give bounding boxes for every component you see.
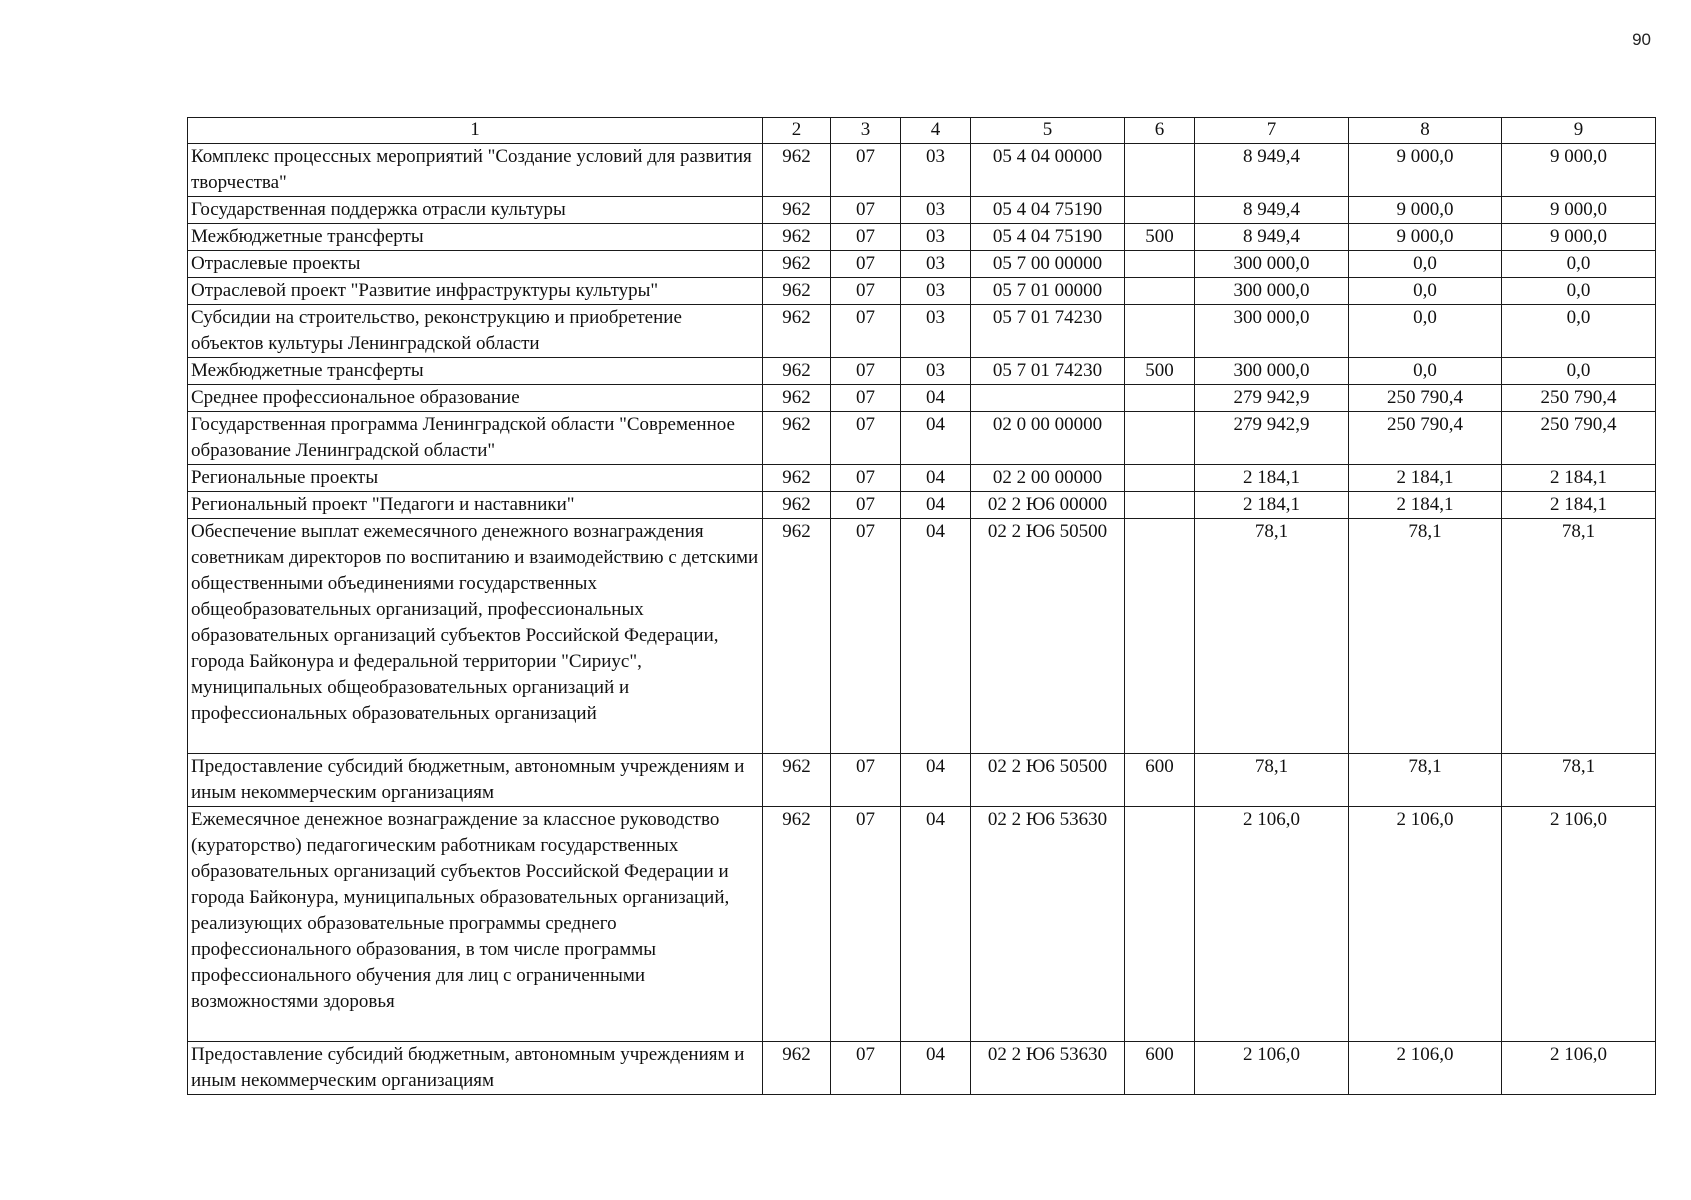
cell-col3: 07	[831, 385, 901, 412]
cell-col8: 78,1	[1349, 519, 1502, 754]
cell-col6	[1125, 144, 1195, 197]
cell-col8: 2 106,0	[1349, 807, 1502, 1042]
cell-col2: 962	[763, 754, 831, 807]
cell-col3: 07	[831, 754, 901, 807]
cell-col2: 962	[763, 465, 831, 492]
cell-col9: 2 106,0	[1502, 807, 1656, 1042]
column-header: 3	[831, 118, 901, 144]
cell-col9: 2 184,1	[1502, 465, 1656, 492]
table-row	[188, 465, 1656, 492]
cell-col3: 07	[831, 492, 901, 519]
table-row	[188, 519, 1656, 754]
cell-col7: 8 949,4	[1195, 144, 1349, 197]
cell-col9: 2 106,0	[1502, 1042, 1656, 1095]
column-header: 5	[971, 118, 1125, 144]
cell-col7: 300 000,0	[1195, 305, 1349, 358]
cell-col4: 03	[901, 144, 971, 197]
column-header: 2	[763, 118, 831, 144]
row-name: Предоставление субсидий бюджетным, автономным учреждениям и иным некоммерческим организациям	[188, 1042, 763, 1095]
cell-col7: 300 000,0	[1195, 251, 1349, 278]
cell-col4: 03	[901, 224, 971, 251]
cell-col6	[1125, 465, 1195, 492]
cell-col3: 07	[831, 358, 901, 385]
row-name: Субсидии на строительство, реконструкцию и приобретение объектов культуры Ленинградской области	[188, 305, 763, 358]
cell-col6	[1125, 412, 1195, 465]
cell-col3: 07	[831, 519, 901, 754]
row-name: Ежемесячное денежное вознаграждение за классное руководство (кураторство) педагогическим работникам государственных образовательных организаций субъектов Российской Федерации и города Байконура, муниципальных образовательных организаций, реализующих образовательные программы среднего профессионального образования, в том числе программы профессионального обучения для лиц с ограниченными возможностями здоровья	[188, 807, 763, 1042]
row-name: Среднее профессиональное образование	[188, 385, 763, 412]
row-name: Государственная программа Ленинградской области "Современное образование Ленинградской области"	[188, 412, 763, 465]
column-header: 1	[188, 118, 763, 144]
cell-col3: 07	[831, 807, 901, 1042]
cell-col4: 03	[901, 251, 971, 278]
cell-col3: 07	[831, 144, 901, 197]
table-row	[188, 385, 1656, 412]
cell-col8: 9 000,0	[1349, 224, 1502, 251]
cell-col2: 962	[763, 385, 831, 412]
cell-col6	[1125, 807, 1195, 1042]
cell-col8: 0,0	[1349, 278, 1502, 305]
cell-col5: 05 7 00 00000	[971, 251, 1125, 278]
cell-col5: 02 2 00 00000	[971, 465, 1125, 492]
cell-col6: 500	[1125, 224, 1195, 251]
cell-col3: 07	[831, 197, 901, 224]
cell-col5: 02 0 00 00000	[971, 412, 1125, 465]
cell-col9: 250 790,4	[1502, 412, 1656, 465]
cell-col6	[1125, 492, 1195, 519]
table-row	[188, 305, 1656, 358]
table-row	[188, 251, 1656, 278]
cell-col7: 2 184,1	[1195, 465, 1349, 492]
cell-col9: 9 000,0	[1502, 144, 1656, 197]
cell-col6	[1125, 251, 1195, 278]
cell-col6: 600	[1125, 754, 1195, 807]
cell-col5: 05 4 04 75190	[971, 224, 1125, 251]
cell-col2: 962	[763, 519, 831, 754]
row-name: Межбюджетные трансферты	[188, 358, 763, 385]
cell-col9: 78,1	[1502, 754, 1656, 807]
cell-col8: 2 106,0	[1349, 1042, 1502, 1095]
cell-col2: 962	[763, 1042, 831, 1095]
cell-col7: 8 949,4	[1195, 224, 1349, 251]
cell-col4: 03	[901, 305, 971, 358]
cell-col8: 2 184,1	[1349, 492, 1502, 519]
table-row	[188, 412, 1656, 465]
cell-col2: 962	[763, 412, 831, 465]
cell-col3: 07	[831, 278, 901, 305]
page-number: 90	[1632, 30, 1651, 49]
cell-col8: 0,0	[1349, 305, 1502, 358]
cell-col7: 300 000,0	[1195, 358, 1349, 385]
cell-col3: 07	[831, 305, 901, 358]
cell-col2: 962	[763, 144, 831, 197]
row-name: Отраслевые проекты	[188, 251, 763, 278]
cell-col3: 07	[831, 465, 901, 492]
table-row	[188, 754, 1656, 807]
cell-col7: 78,1	[1195, 754, 1349, 807]
table-row	[188, 144, 1656, 197]
cell-col7: 2 106,0	[1195, 1042, 1349, 1095]
column-header: 9	[1502, 118, 1656, 144]
cell-col4: 04	[901, 519, 971, 754]
cell-col4: 04	[901, 1042, 971, 1095]
cell-col8: 0,0	[1349, 358, 1502, 385]
cell-col4: 04	[901, 412, 971, 465]
cell-col8: 250 790,4	[1349, 385, 1502, 412]
column-header: 6	[1125, 118, 1195, 144]
table-row	[188, 358, 1656, 385]
cell-col4: 03	[901, 197, 971, 224]
cell-col4: 04	[901, 492, 971, 519]
table-row	[188, 492, 1656, 519]
cell-col3: 07	[831, 412, 901, 465]
column-header: 4	[901, 118, 971, 144]
cell-col3: 07	[831, 1042, 901, 1095]
column-header: 8	[1349, 118, 1502, 144]
cell-col9: 78,1	[1502, 519, 1656, 754]
cell-col7: 8 949,4	[1195, 197, 1349, 224]
cell-col4: 04	[901, 754, 971, 807]
cell-col8: 250 790,4	[1349, 412, 1502, 465]
cell-col5: 02 2 Ю6 50500	[971, 754, 1125, 807]
cell-col5	[971, 385, 1125, 412]
cell-col9: 9 000,0	[1502, 197, 1656, 224]
cell-col6: 500	[1125, 358, 1195, 385]
cell-col4: 04	[901, 465, 971, 492]
cell-col2: 962	[763, 305, 831, 358]
cell-col9: 0,0	[1502, 358, 1656, 385]
cell-col5: 02 2 Ю6 53630	[971, 807, 1125, 1042]
header-row	[188, 118, 1656, 144]
cell-col4: 04	[901, 385, 971, 412]
cell-col5: 05 7 01 74230	[971, 305, 1125, 358]
row-name: Отраслевой проект "Развитие инфраструктуры культуры"	[188, 278, 763, 305]
cell-col6: 600	[1125, 1042, 1195, 1095]
row-name: Региональные проекты	[188, 465, 763, 492]
column-header: 7	[1195, 118, 1349, 144]
row-name: Обеспечение выплат ежемесячного денежного вознаграждения советникам директоров по воспитанию и взаимодействию с детскими общественными объединениями государственных общеобразовательных организаций, профессиональных образовательных организаций субъектов Российской Федерации, города Байконура и федеральной территории "Сириус", муниципальных общеобразовательных организаций и профессиональных образовательных организаций	[188, 519, 763, 754]
cell-col5: 05 7 01 74230	[971, 358, 1125, 385]
cell-col5: 05 7 01 00000	[971, 278, 1125, 305]
cell-col4: 03	[901, 278, 971, 305]
cell-col2: 962	[763, 807, 831, 1042]
table-row	[188, 1042, 1656, 1095]
row-name: Предоставление субсидий бюджетным, автономным учреждениям и иным некоммерческим организациям	[188, 754, 763, 807]
cell-col7: 300 000,0	[1195, 278, 1349, 305]
cell-col2: 962	[763, 197, 831, 224]
cell-col4: 04	[901, 807, 971, 1042]
cell-col2: 962	[763, 224, 831, 251]
cell-col6	[1125, 197, 1195, 224]
cell-col9: 250 790,4	[1502, 385, 1656, 412]
cell-col2: 962	[763, 278, 831, 305]
table-row	[188, 197, 1656, 224]
cell-col2: 962	[763, 492, 831, 519]
cell-col7: 279 942,9	[1195, 412, 1349, 465]
cell-col7: 78,1	[1195, 519, 1349, 754]
cell-col5: 02 2 Ю6 53630	[971, 1042, 1125, 1095]
row-name: Региональный проект "Педагоги и наставники"	[188, 492, 763, 519]
cell-col8: 2 184,1	[1349, 465, 1502, 492]
cell-col5: 05 4 04 75190	[971, 197, 1125, 224]
cell-col2: 962	[763, 358, 831, 385]
cell-col7: 279 942,9	[1195, 385, 1349, 412]
cell-col8: 0,0	[1349, 251, 1502, 278]
row-name: Государственная поддержка отрасли культуры	[188, 197, 763, 224]
cell-col8: 9 000,0	[1349, 144, 1502, 197]
cell-col9: 9 000,0	[1502, 224, 1656, 251]
cell-col6	[1125, 278, 1195, 305]
cell-col5: 05 4 04 00000	[971, 144, 1125, 197]
cell-col9: 2 184,1	[1502, 492, 1656, 519]
cell-col3: 07	[831, 251, 901, 278]
cell-col6	[1125, 385, 1195, 412]
table-row	[188, 278, 1656, 305]
cell-col3: 07	[831, 224, 901, 251]
cell-col6	[1125, 305, 1195, 358]
table-row	[188, 224, 1656, 251]
cell-col9: 0,0	[1502, 278, 1656, 305]
cell-col4: 03	[901, 358, 971, 385]
cell-col9: 0,0	[1502, 251, 1656, 278]
cell-col7: 2 106,0	[1195, 807, 1349, 1042]
table-row	[188, 807, 1656, 1042]
cell-col8: 9 000,0	[1349, 197, 1502, 224]
row-name: Комплекс процессных мероприятий "Создание условий для развития творчества"	[188, 144, 763, 197]
cell-col2: 962	[763, 251, 831, 278]
cell-col9: 0,0	[1502, 305, 1656, 358]
cell-col5: 02 2 Ю6 50500	[971, 519, 1125, 754]
cell-col7: 2 184,1	[1195, 492, 1349, 519]
budget-table	[187, 117, 1656, 1095]
cell-col6	[1125, 519, 1195, 754]
row-name: Межбюджетные трансферты	[188, 224, 763, 251]
cell-col5: 02 2 Ю6 00000	[971, 492, 1125, 519]
cell-col8: 78,1	[1349, 754, 1502, 807]
